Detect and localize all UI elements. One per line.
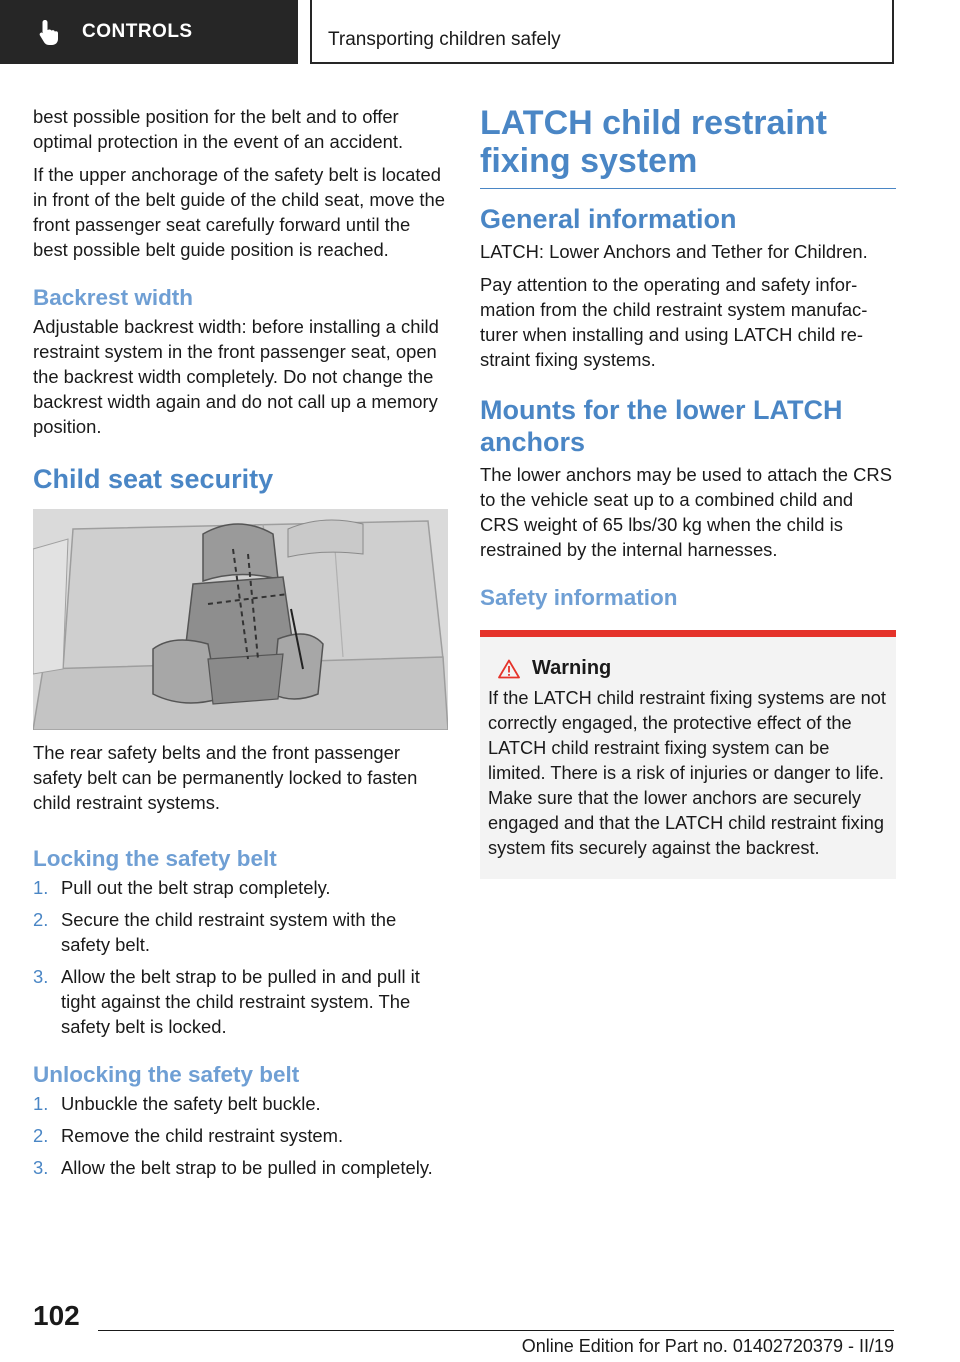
list-item (33, 964, 448, 1039)
child-seat-image (33, 509, 448, 730)
warning-triangle-icon (498, 659, 520, 679)
section-tab (0, 0, 298, 64)
footer-divider (98, 1330, 894, 1331)
mounts-text: The lower anchors may be used to attach the CRS to the vehicle seat up to a combined child and CRS weight of 65 lbs/30 kg when the child is restrained by the internal harnesses. (480, 464, 892, 560)
intro-paragraph-1: best possible position for the belt and to offer optimal protection in the event of an accident. (33, 106, 404, 152)
child-seat-security-heading: Child seat security (33, 464, 274, 494)
backrest-heading: Backrest width (33, 285, 194, 310)
latch-main-heading: LATCH child restraint fixing system (480, 104, 827, 180)
heading-divider (480, 188, 896, 189)
list-item (33, 1155, 448, 1180)
step-text: Pull out the belt strap completely. (61, 877, 331, 898)
locking-steps-list (33, 875, 448, 1039)
chapter-title: Transporting children safely (328, 29, 561, 50)
step-number: 1. (33, 877, 49, 898)
warning-box (480, 630, 896, 879)
general-paragraph-1: LATCH: Lower Anchors and Tether for Children. (480, 241, 868, 262)
list-item (33, 875, 448, 900)
list-item (33, 1123, 448, 1148)
warning-header (488, 657, 888, 680)
page-number: 102 (33, 1300, 80, 1331)
chapter-tab (310, 0, 894, 64)
step-text: Remove the child restraint system. (61, 1125, 344, 1146)
step-number: 3. (33, 1157, 49, 1178)
mounts-heading: Mounts for the lower LATCH anchors (480, 395, 843, 457)
step-text: Allow the belt strap to be pulled in and pull it tight against the child restraint system. The safety belt is locked. (61, 966, 420, 1037)
hand-pointer-icon (38, 18, 60, 46)
child-seat-illustration (33, 509, 448, 730)
step-number: 2. (33, 1125, 49, 1146)
left-column (33, 104, 448, 1187)
step-number: 2. (33, 909, 49, 930)
warning-title: Warning (532, 657, 612, 679)
list-item (33, 1091, 448, 1116)
locking-heading: Locking the safety belt (33, 846, 277, 871)
step-number: 1. (33, 1093, 49, 1114)
step-text: Secure the child restraint system with the safety belt. (61, 909, 397, 955)
step-text: Allow the belt strap to be pulled in completely. (61, 1157, 433, 1178)
warning-text: If the LATCH child restraint fixing systems are not correctly engaged, the protective effect of the LATCH child restraint fixing system can be limited. There is a risk of injuries or danger to life. Make sure that the lower anchors are securely engaged and that the LATCH child restraint fixing system fits securely against the backrest. (488, 688, 886, 858)
unlocking-steps-list (33, 1091, 448, 1180)
section-label: CONTROLS (82, 21, 193, 42)
backrest-text: Adjustable backrest width: before installing a child restraint system in the front passenger seat, open the backrest width completely. Do not change the backrest width again and do not call up a memory position. (33, 316, 439, 437)
right-column (480, 104, 896, 879)
security-text: The rear safety belts and the front passenger safety belt can be permanently locked to fasten child restraint systems. (33, 742, 418, 813)
unlocking-heading: Unlocking the safety belt (33, 1062, 300, 1087)
step-number: 3. (33, 966, 49, 987)
edition-note: Online Edition for Part no. 01402720379 - II/19 (521, 1336, 894, 1356)
list-item (33, 907, 448, 957)
safety-info-heading: Safety information (480, 585, 678, 610)
general-paragraph-2: Pay attention to the operating and safety information from the child restraint system manufacturer when installing and using LATCH child restraint fixing systems. (480, 274, 868, 370)
step-text: Unbuckle the safety belt buckle. (61, 1093, 321, 1114)
general-info-heading: General information (480, 204, 737, 234)
intro-paragraph-2: If the upper anchorage of the safety belt is located in front of the belt guide of the child seat, move the front passenger seat carefully forward until the best possible belt guide position is reached. (33, 164, 446, 260)
